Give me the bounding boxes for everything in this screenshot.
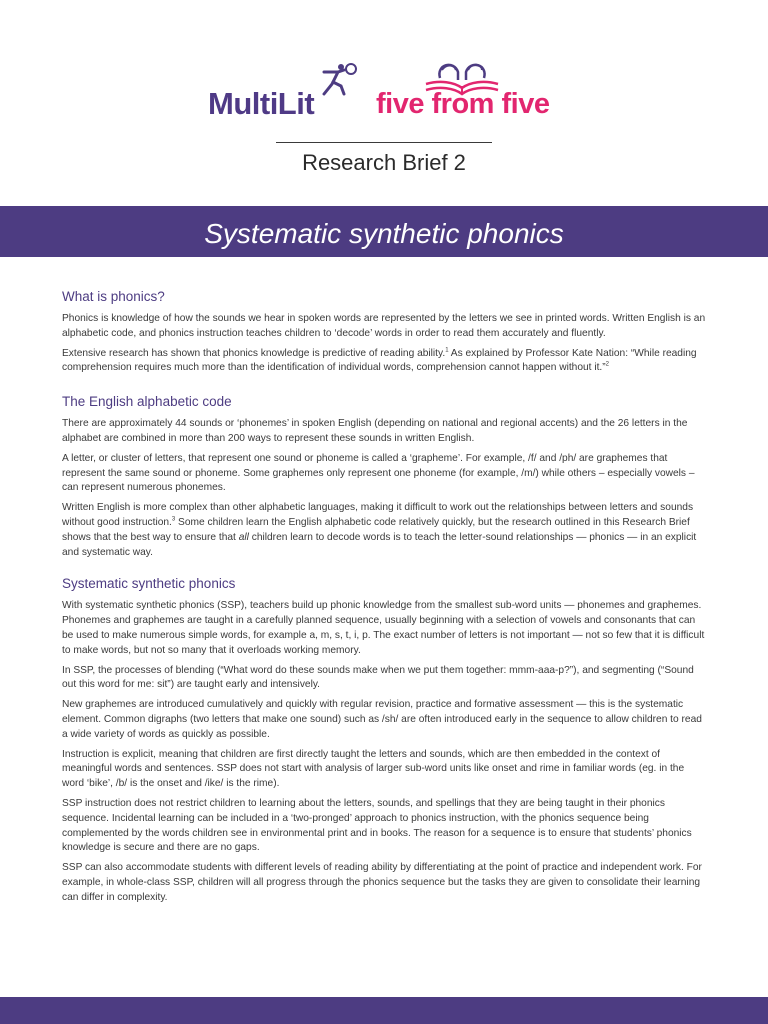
section-ssp xyxy=(62,576,706,905)
title-banner xyxy=(0,206,768,257)
paragraph-text: As explained by Professor Kate Nation: “While reading comprehension requires much more than the identification of individual words, comprehension cannot happen without it.” xyxy=(62,347,697,374)
paragraph-text: Written English is more complex than other alphabetic languages, making it difficult to work out the relationships between letters and sounds without good instruction. xyxy=(62,502,694,528)
logo-row xyxy=(0,56,768,126)
footnote-ref: 2 xyxy=(605,362,609,368)
emphasis-text: all xyxy=(238,531,249,543)
paragraph: Instruction is explicit, meaning that children are first directly taught the letters and sounds, which are then embedded in the context of meaningful words and sentences. SSP does not start with analysis of larger sub-word units like onset and rime in familiar words (eg. in the word ‘bike’, /b/ is the onset and /ike/ is the rime). xyxy=(62,748,685,790)
paragraph-text: Some children learn the English alphabetic code relatively quickly, but the research outlined in this Research Brief shows that the best way to ensure that xyxy=(62,516,690,543)
footer-bar xyxy=(0,997,768,1024)
brief-divider xyxy=(276,142,492,143)
footnote-ref: 1 xyxy=(445,347,449,354)
paragraph xyxy=(62,347,706,377)
document-body xyxy=(62,289,706,920)
section-alphabetic-code xyxy=(62,394,706,560)
paragraph-text: children learn to decode words is to teach the letter-sound relationships — phonics — in an explicit and systematic way. xyxy=(62,531,697,558)
paragraph xyxy=(62,501,706,560)
paragraph: SSP instruction does not restrict children to learning about the letters, sounds, and spellings that they are being taught in their phonics sequence. Incidental learning can be included in a ‘two-pronged’ approach to phonics instruction, with the phonics sequence being complemented by the words children see in environmental print and in books. The reason for a sequence is to ensure that students’ phonics knowledge is secure and there are no gaps. xyxy=(62,797,692,854)
section-heading: Systematic synthetic phonics xyxy=(62,576,236,592)
section-heading: What is phonics? xyxy=(62,289,165,304)
brief-title: Research Brief 2 xyxy=(302,150,466,175)
page-title: Systematic synthetic phonics xyxy=(204,218,564,249)
multilit-figure-icon xyxy=(314,62,360,96)
footnote-ref: 3 xyxy=(171,516,176,523)
paragraph: SSP can also accommodate students with different levels of reading ability by differentiating at the point of practice and independent work. For example, in whole-class SSP, children will all progress through the phonics sequence but the tasks they are given to consolidate their learning can differ in complexity. xyxy=(62,862,702,903)
five-from-five-logo: five from five xyxy=(376,88,550,120)
paragraph: There are approximately 44 sounds or ‘phonemes’ in spoken English (depending on national and regional accents) and the 26 letters in the alphabet are combined in more than 200 ways to represent these sounds in written English. xyxy=(62,418,688,444)
paragraph: New graphemes are introduced cumulatively and quickly with regular revision, practice and formative assessment — this is the systematic element. Common digraphs (two letters that make one sound) such as /sh/ are often introduced early in the sequence to allow children to read a wide variety of words as quickly as possible. xyxy=(62,699,702,740)
paragraph: In SSP, the processes of blending (“What word do these sounds make when we put them together: mmm-aaa-p?”), and segmenting (“Sound out this word for me: sit”) are taught early and intensively. xyxy=(62,664,694,691)
paragraph: Phonics is knowledge of how the sounds we hear in spoken words are represented by the letters we see in printed words. Written English is an alphabetic code, and phonics instruction teaches children to ‘decode’ words in order to read them accurately and fluently. xyxy=(62,313,706,339)
paragraph: A letter, or cluster of letters, that represent one sound or phoneme is called a ‘grapheme’. For example, /f/ and /ph/ are graphemes that represent the same sound or phoneme. Some graphemes only represent one phoneme (for example, /m/) while others – especially vowels – can represent numerous phonemes. xyxy=(62,452,695,494)
section-what-is-phonics xyxy=(62,289,706,376)
paragraph: With systematic synthetic phonics (SSP), teachers build up phonic knowledge from the smallest sub-word units — phonemes and graphemes. Phonemes and graphemes are taught in a carefully planned sequence, usually beginning with a selection of vowels and consonants that can be used to make numerous simple words, for example a, m, s, t, i, p. The exact number of letters is not important — not so few that it is difficult to make words, but not so many that it overloads working memory. xyxy=(62,600,705,656)
section-heading: The English alphabetic code xyxy=(62,394,232,410)
multilit-logo: MultiLit xyxy=(208,86,315,121)
paragraph-text: Extensive research has shown that phonics knowledge is predictive of reading ability. xyxy=(62,347,446,359)
